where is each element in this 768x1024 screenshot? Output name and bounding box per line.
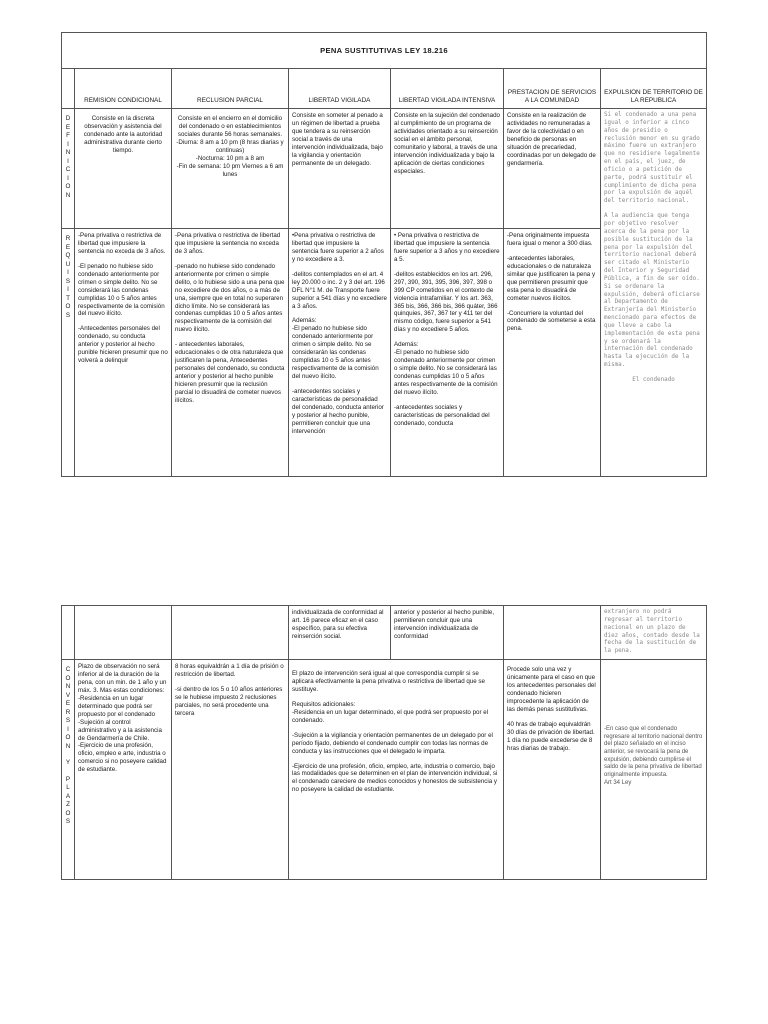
continuation-remision [75,606,172,660]
conversion-remision: Plazo de observación no será inferior al de la duración de la pena, con un min. de 1 año y un máx. 3. Mas estas condiciones: -Residencia en un lugar determinado que podrá ser propuesto por el condenado -Sujeción al control administrativo y a la asistencia de Gendarmería de Chile. -Ejercicio de una profesión, oficio, empleo e arte, industria o comercio si no poseyere calidad de estudiante. [75,660,172,880]
requisitos-libertad-intensiva: • Pena privativa o restrictiva de libertad que impusiere la sentencia fuere superior a 3 años y no excediere a 5. -delitos establecidos en los art. 296, 297, 390, 391, 395, 396, 397, 398 o 399 CP cometidos en el contexto de violencia intrafamiliar. Y los art. 363, 365 bis, 366, 366 bis, 366 quáter, 366 quinquies, 367, 367 ter y 411 ter del mismo código, fuere superior a 541 días y no excediere 5 años. Además: -El penado no hubiese sido condenado anteriormente por crimen o simple delito. No se considerará las condenas cumplidas 10 o 5 años antes respectivamente de la comisión del nuevo ilícito. -antecedentes sociales y características de personalidad del condenado, conducta [391,229,504,477]
definicion-servicios: Consiste en la realización de actividades no remuneradas a favor de la colectividad o en beneficio de personas en situación de precariedad, coordinadas por un delegado de gendarmería. [504,109,601,229]
conversion-expulsion: -En caso que el condenado regresare al territorio nacional dentro del plazo señalado en el inciso anterior, se revocará la pena de expulsión, debiendo cumplirse el saldo de la pena privativa de libertad originalmente impuesta. Art 34 Ley [601,660,707,880]
table-title: PENA SUSTITUTIVAS LEY 18.216 [62,33,707,69]
continuation-servicios [504,606,601,660]
comparison-table-page-1 [61,32,707,477]
header-libertad-vigilada-intensiva: LIBERTAD VIGILADA INTENSIVA [391,69,504,109]
conversion-servicios: Procede solo una vez y únicamente para el caso en que los antecedentes personales del condenado hicieren improcedente la aplicación de las demás penas sustitutivas. 40 hras de trabajo equivaldrán 30 días de privación de libertad. 1 día no puede excederse de 8 hras diarias de trabajo. [504,660,601,880]
definicion-expulsion: Si el condenado a una pena igual o inferior a cinco años de presidio o reclusión menor en su grado máximo fuere un extranjero que no residiere legalmente en el país, el juez, de oficio o a petición de parte, podrá sustituir el cumplimiento de dicha pena por la expulsión de aquél del territorio nacional. A la audiencia que tenga por objetivo resolver acerca de la pena por la posible sustitución de la pena por la expulsión del territorio nacional deberá ser citado el Ministerio del Interior y Seguridad Pública, a fin de ser oído. Si se ordenare la expulsión, deberá oficiarse al Departamento de Extranjería del Ministerio mencionado para efectos de que lleve a cabo la implementación de esta pena y se ordenará la internación del condenado hasta la ejecución de la misma. El condenado [601,109,707,477]
header-prestacion-servicios: PRESTACION DE SERVICIOS A LA COMUNIDAD [504,69,601,109]
definicion-remision: Consiste en la discreta observación y asistencia del condenado ante la autoridad administrativa durante cierto tiempo. [75,109,172,229]
continuation-libertad-intensiva: anterior y posterior al hecho punible, permitieren concluir que una intervención individualizada de conformidad [391,606,504,660]
continuation-libertad-vigilada: individualizada de conformidad al art. 16 parece eficaz en el caso específico, para su efectiva reinserción social. [289,606,391,660]
comparison-table-page-2 [61,605,707,880]
header-remision-condicional: REMISION CONDICIONAL [75,69,172,109]
row-label-conversion-plazos: C O N V E R S I O N Y P L A Z O S [62,660,75,880]
header-libertad-vigilada: LIBERTAD VIGILADA [289,69,391,109]
definicion-libertad-vigilada: Consiste en someter al penado a un régimen de libertad a prueba que tendera a su reinserción social a través de una intervención individualizada, bajo la vigilancia y orientación permanente de un delegado. [289,109,391,229]
conversion-libertad-vigilada-e-intensiva: El plazo de intervención será igual al que correspondía cumplir si se aplicara efectivamente la pena privativa o restrictiva de libertad que se sustituye. Requisitos adicionales: -Residencia en un lugar determinado, el que podrá ser propuesto por el condenado. -Sujeción a la vigilancia y orientación permanentes de un delegado por el período fijado, debiendo el condenado cumplir con todas las normas de conducta y las instrucciones que el delegado le imparta. -Ejercicio de una profesión, oficio, empleo, arte, industria o comercio, bajo las modalidades que se determinen en el plan de intervención individual, si el condenado careciere de medios conocidos y honestos de subsistencia y no poseyere la calidad de estudiante. [289,660,504,880]
continuation-expulsion: extranjero no podrá regresar al territorio nacional en un plazo de diez años, contado desde la fecha de la sustitución de la pena. [601,606,707,660]
header-expulsion: EXPULSION DE TERRITORIO DE LA REPUBLICA [601,69,707,109]
header-reclusion-parcial: RECLUSION PARCIAL [172,69,289,109]
corner-cell [62,69,75,109]
conversion-reclusion: 8 horas equivaldrán a 1 día de prisión o restricción de libertad. -si dentro de los 5 o 10 años anteriores se le hubiese impuesto 2 reclusiones parciales, no será procedente una tercera [172,660,289,880]
requisitos-servicios: -Pena originalmente impuesta fuera igual o menor a 300 días. -antecedentes laborales, educacionales o de naturaleza similar que justificaren la pena y que permitieren presumir que esta pena lo disuadirá de cometer nuevos ilícitos. -Concurriere la voluntad del condenado de someterse a esta pena. [504,229,601,477]
requisitos-reclusion: -Pena privativa o restrictiva de libertad que impusiere la sentencia no exceda de 3 años. -penado no hubiese sido condenado anteriormente por crimen o simple delito, o lo hubiese sido a una pena que no excediere de dos años, o a más de una, siempre que en total no superaren dicho límite. No se considerará las condenas cumplidas 10 o 5 años antes respectivamente de la comisión del nuevo ilícito. - antecedentes laborales, educacionales o de otra naturaleza que justificaren la pena, Antecedentes personales del condenado, su conducta anterior y posterior al hecho punible hicieren presumir que la reclusión parcial lo disuadirá de cometer nuevos ilícitos. [172,229,289,477]
continuation-label-cell [62,606,75,660]
requisitos-libertad-vigilada: •Pena privativa o restrictiva de libertad que impusiere la sentencia fuere superior a 2 años y no excediere a 3. -delitos contemplados en el art. 4 ley 20.000 o inc. 2 y 3 del art. 196 DFL N°1 M. de Transporte fuere superior a 541 días y no excediere a 3 años. Además: -El penado no hubiese sido condenado anteriormente por crimen o simple delito. No se considerarán las condenas cumplidas 10 o 5 años antes respectivamente de la comisión del nuevo ilícito. -antecedentes sociales y características de personalidad del condenado, conducta anterior y posterior al hecho punible, permitieren concluir que una intervención [289,229,391,477]
requisitos-remision: -Pena privativa o restrictiva de libertad que impusiere la sentencia no exceda de 3 años. -El penado no hubiese sido condenado anteriormente por crimen o simple delito. No se considerará las condenas cumplidas 10 o 5 años antes respectivamente de la comisión del nuevo ilícito. -Antecedentes personales del condenado, su conducta anterior y posterior al hecho punible hicieren presumir que no volverá a delinquir [75,229,172,477]
row-label-definicion: D E F I N I C I O N [62,109,75,229]
row-label-requisitos: R E Q U I S I T O S [62,229,75,477]
definicion-reclusion: Consiste en el encierro en el domicilio del condenado o en establecimientos sociales durante 56 horas semanales. -Diurna: 8 am a 10 pm (8 hras diarias y continuas) -Nocturna: 10 pm a 8 am -Fin de semana: 10 pm Viernes a 6 am lunes [172,109,289,229]
continuation-reclusion [172,606,289,660]
definicion-libertad-intensiva: Consiste en la sujeción del condenado al cumplimiento de un programa de actividades orientado a su reinserción social en el ámbito personal, comunitario y laboral, a través de una intervención individualizada y bajo la aplicación de ciertas condiciones especiales. [391,109,504,229]
